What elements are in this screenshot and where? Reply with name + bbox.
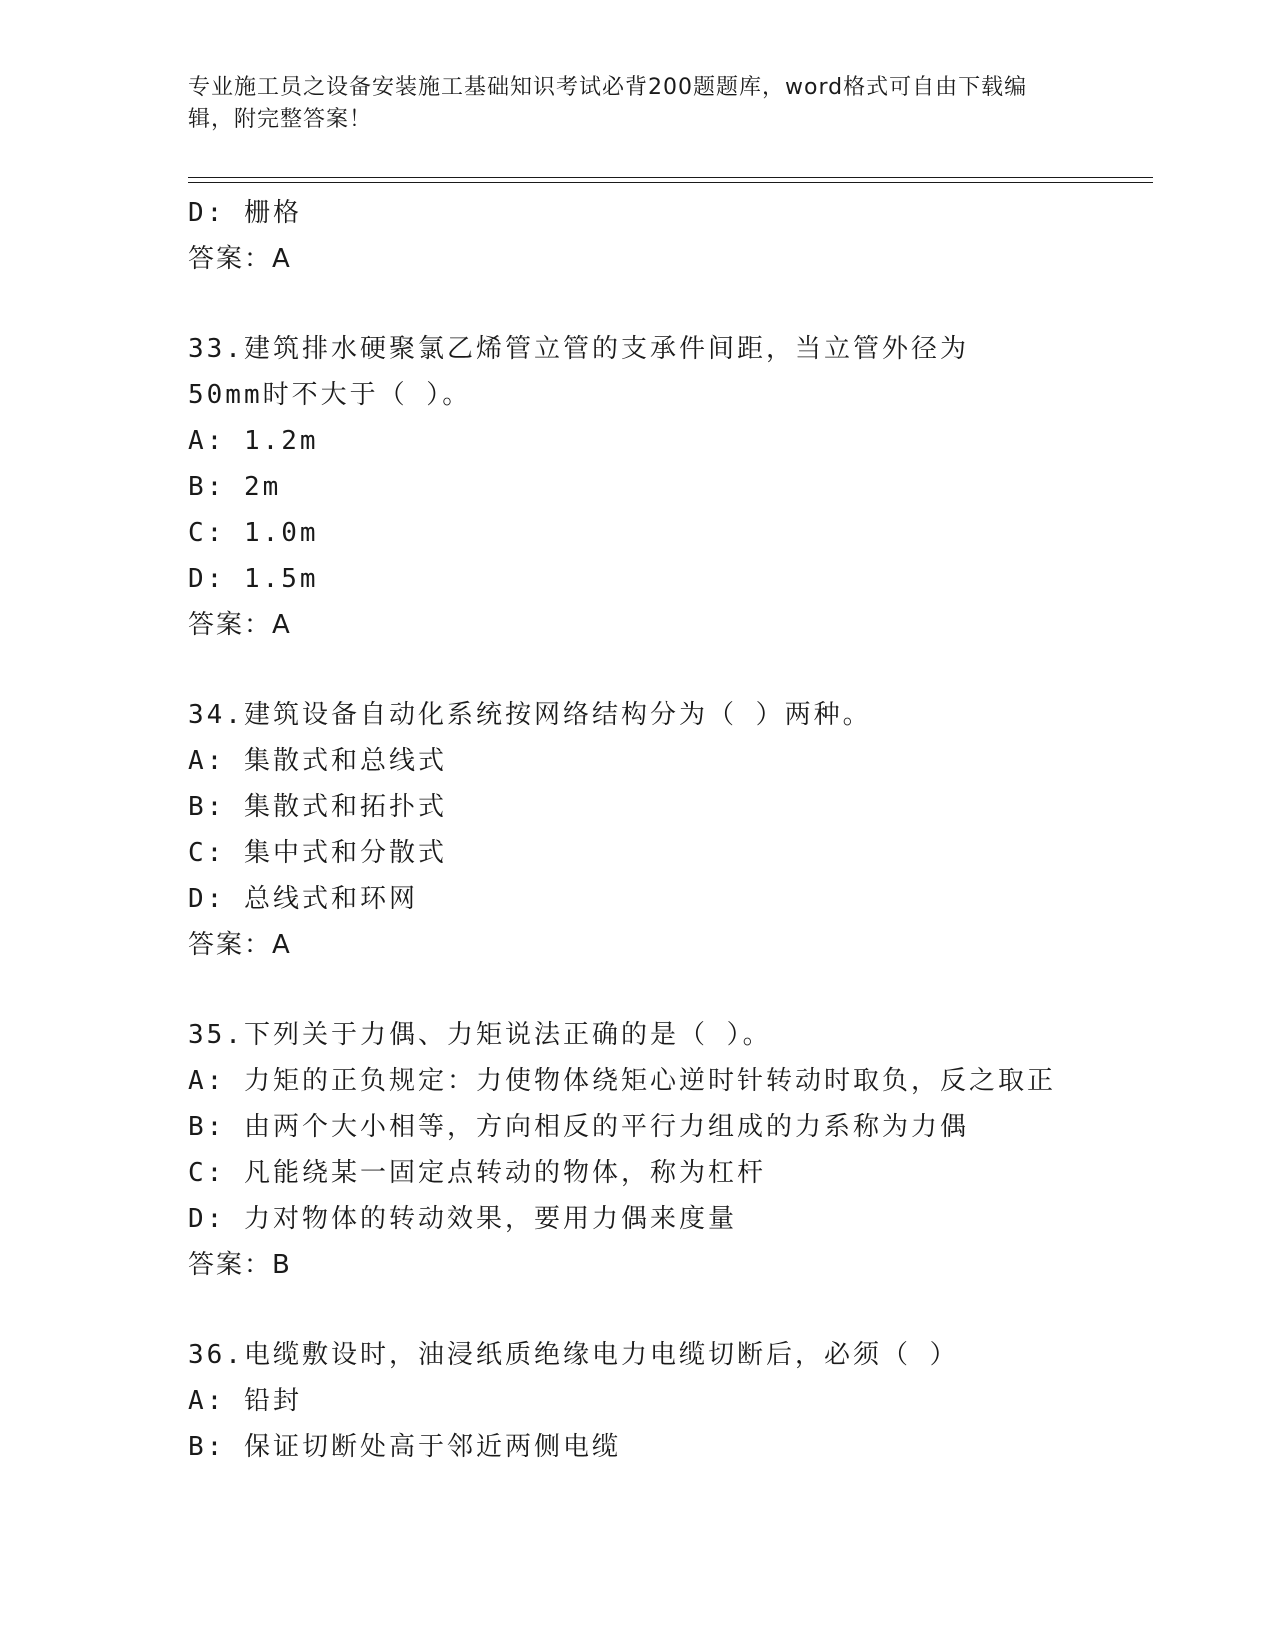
option-b: B: 保证切断处高于邻近两侧电缆 bbox=[188, 1432, 621, 1462]
header-divider-bottom bbox=[188, 182, 1153, 183]
question-36 bbox=[188, 1332, 1088, 1470]
answer-line: 答案：B bbox=[188, 1250, 292, 1280]
spacer bbox=[188, 648, 1088, 692]
option-d: D: 总线式和环网 bbox=[188, 884, 418, 914]
option-b: B: 2m bbox=[188, 472, 282, 502]
option-a: A: 集散式和总线式 bbox=[188, 746, 447, 776]
option-c: C: 1.0m bbox=[188, 518, 319, 548]
option-a: A: 1.2m bbox=[188, 426, 319, 456]
answer-line: 答案：A bbox=[188, 244, 292, 274]
question-text: 35.下列关于力偶、力矩说法正确的是（ ）。 bbox=[188, 1020, 772, 1050]
spacer bbox=[188, 968, 1088, 1012]
question-35 bbox=[188, 1012, 1088, 1288]
document-header: 专业施工员之设备安装施工基础知识考试必背200题题库，word格式可自由下载编辑，附完整答案！ bbox=[188, 75, 1028, 132]
question-34 bbox=[188, 692, 1088, 968]
header-divider-top bbox=[188, 177, 1153, 178]
spacer bbox=[188, 282, 1088, 326]
option-a: A: 力矩的正负规定：力使物体绕矩心逆时针转动时取负，反之取正 bbox=[188, 1066, 1056, 1096]
option-c: C: 集中式和分散式 bbox=[188, 838, 447, 868]
option-b: B: 由两个大小相等，方向相反的平行力组成的力系称为力偶 bbox=[188, 1112, 969, 1142]
option-d: D: 栅格 bbox=[188, 198, 302, 228]
option-b: B: 集散式和拓扑式 bbox=[188, 792, 447, 822]
option-d: D: 1.5m bbox=[188, 564, 319, 594]
answer-line: 答案：A bbox=[188, 610, 292, 640]
option-c: C: 凡能绕某一固定点转动的物体，称为杠杆 bbox=[188, 1158, 766, 1188]
question-text: 36.电缆敷设时，油浸纸质绝缘电力电缆切断后，必须（ ） bbox=[188, 1340, 959, 1370]
question-text: 33.建筑排水硬聚氯乙烯管立管的支承件间距，当立管外径为50mm时不大于（ ）。 bbox=[188, 334, 969, 410]
option-a: A: 铅封 bbox=[188, 1386, 302, 1416]
spacer bbox=[188, 1288, 1088, 1332]
question-text: 34.建筑设备自动化系统按网络结构分为（ ）两种。 bbox=[188, 700, 872, 730]
option-d: D: 力对物体的转动效果，要用力偶来度量 bbox=[188, 1204, 737, 1234]
question-content bbox=[188, 190, 1088, 1470]
question-33 bbox=[188, 326, 1088, 648]
answer-line: 答案：A bbox=[188, 930, 292, 960]
